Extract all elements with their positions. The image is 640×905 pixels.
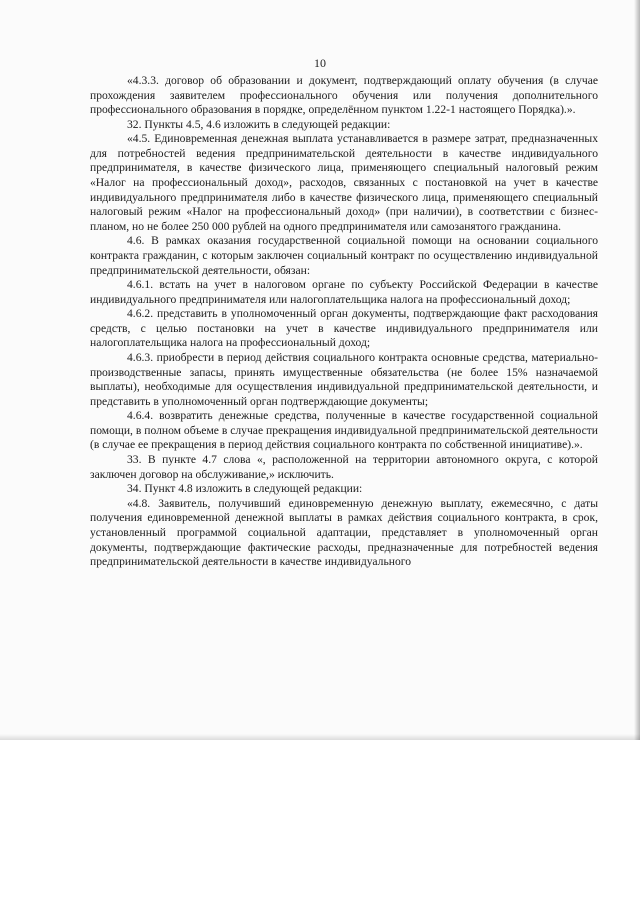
paragraph-4-6: 4.6. В рамках оказания государственной социальной помощи на основании социального контракта гражданин, с которым заключен социальный контракт по осуществлению индивидуальной предпринимательской деятельности, обязан:	[90, 234, 598, 277]
paragraph-4-3-3: «4.3.3. договор об образовании и документ, подтверждающий оплату обучения (в случае прохождения заявителем профессионального обучения или получения дополнительного профессионального образования в порядке, определённом пунктом 1.22-1 настоящего Порядка).».	[90, 74, 598, 117]
paragraph-34: 34. Пункт 4.8 изложить в следующей редакции:	[127, 482, 363, 496]
paragraph-4-6-2: 4.6.2. представить в уполномоченный орган документы, подтверждающие факт расходования средств, с целью постановки на учет в качестве индивидуального предпринимателя или налогоплательщика налога на профессиональный доход;	[90, 307, 598, 350]
paragraph-33: 33. В пункте 4.7 слова «, расположенной на территории автономного округа, с которой заключен договор на обслуживание,» исключить.	[90, 453, 598, 481]
page-edge-shadow	[634, 0, 640, 740]
paragraph-4-6-3: 4.6.3. приобрести в период действия социального контракта основные средства, материально-производственные запасы, принять имущественные обязательства (не более 15% назначаемой выплаты), необходимые для осуществления индивидуальной предпринимательской деятельности, и представить в уполномоченный орган подтверждающие документы;	[90, 350, 598, 408]
paragraph-4-6-4: 4.6.4. возвратить денежные средства, полученные в качестве государственной социальной помощи, в полном объеме в случае прекращения индивидуальной предпринимательской деятельности (в случае ее прекращения в период действия социального контракта по собственной инициативе).».	[90, 409, 598, 452]
paragraph-4-6-1: 4.6.1. встать на учет в налоговом органе по субъекту Российской Федерации в качестве индивидуального предпринимателя или налогоплательщика налога на профессиональный доход;	[90, 278, 598, 306]
paragraph-4-5: «4.5. Единовременная денежная выплата устанавливается в размере затрат, предназначенных для потребностей ведения предпринимательской деятельности в качестве индивидуального предпринимателя, в качестве физического лица, применяющего специальный налоговый режим «Налог на профессиональный доход», расходов, связанных с постановкой на учет в качестве индивидуального предпринимателя либо в качестве физического лица, применяющего специальный налоговый режим «Налог на профессиональный доход» (при наличии), в соответствии с бизнес-планом, но не более 250 000 рублей на одного предпринимателя или самозанятого гражданина.	[90, 132, 598, 233]
page-bottom-shadow	[0, 734, 640, 740]
paragraph-32: 32. Пункты 4.5, 4.6 изложить в следующей редакции:	[127, 117, 391, 131]
document-body	[90, 74, 598, 570]
page-number: 10	[314, 56, 326, 70]
paragraph-4-8: «4.8. Заявитель, получивший единовременную денежную выплату, ежемесячно, с даты получения единовременной денежной выплаты в рамках действия социального контракта, в срок, установленный программой социальной адаптации, представляет в уполномоченный орган документы, подтверждающие фактические расходы, предназначенные для потребностей ведения предпринимательской деятельности в качестве индивидуального	[90, 496, 598, 569]
